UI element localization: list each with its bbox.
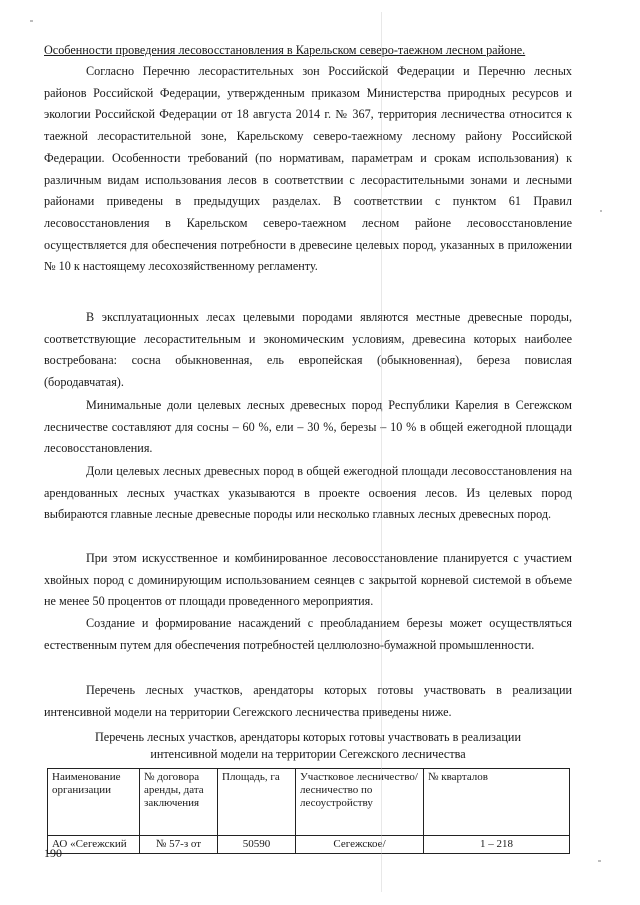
paragraph-zones: Согласно Перечню лесорастительных зон Российской Федерации и Перечню лесных районов Российской Федерации, утвержденным приказом Министерства природных ресурсов и экологии Российской Федерации от 18 августа 2014 г. № 367, территория лесничества относится к таежной лесорастительной зоне, Карельскому северо-таежному лесному району Российской Федерации. Особенности требований (по нормативам, параметрам и срокам использования) к различным видам использования лесов в соответствии с лесорастительными зонами и лесными районами приведены в предыдущих разделах. В соответствии с пунктом 61 Правил лесовосстановления в Карельском северо-таежном лесном районе лесовосстановление осуществляется для обеспечения потребности в древесине целевых пород, указанных в приложении № 10 к настоящему лесохозяйственному регламенту. [44,64,572,274]
header-organization: Наименование организации [48,769,140,836]
page-number: 190 [44,846,62,860]
cell-quarters: 1 – 218 [424,836,570,854]
paragraph-target-species: В эксплуатационных лесах целевыми породами являются местные древесные породы, соответствующие лесорастительным и экономическим условиям, древесина которых наиболее востребована: сосна обыкновенная, ель европейская (обыкновенная), береза повислая (бородавчатая). [44,310,572,390]
scan-fold-line [381,12,382,892]
table-header-row [48,769,570,836]
table-caption [44,729,572,763]
table-row [48,836,570,854]
paragraph-minimum-shares: Минимальные доли целевых лесных древесных пород Республики Карелия в Сегежском лесничестве составляют для сосны – 60 %, ели – 30 %, березы – 10 % в общей ежегодной площади лесовосстановления. [44,398,572,456]
header-forestry: Участковое лесничество/ лесничество по лесоустройству [296,769,424,836]
section-heading: Особенности проведения лесовосстановления в Карельском северо-таежном лесном районе. [44,43,526,57]
cell-contract: № 57-з от [140,836,218,854]
scan-speck [30,20,33,22]
paragraph-birch: Создание и формирование насаждений с преобладанием березы может осуществляться естественным путем для обеспечения потребностей целлюлозно-бумажной промышленности. [44,616,572,652]
scan-speck [600,210,602,212]
cell-area: 50590 [218,836,296,854]
cell-forestry: Сегежское/ [296,836,424,854]
paragraph-conifers: При этом искусственное и комбинированное лесовосстановление планируется с участием хвойных пород с доминирующим использованием сеянцев с закрытой корневой системой в объеме не менее 50 процентов от площади проведенного мероприятия. [44,551,572,609]
leases-table [47,768,570,854]
scan-speck [598,860,601,862]
header-quarters: № кварталов [424,769,570,836]
table-caption-line-2: интенсивной модели на территории Сегежского лесничества [150,747,466,761]
paragraph-leased-plots: Доли целевых лесных древесных пород в общей ежегодной площади лесовосстановления на арендованных лесных участках указываются в проекте освоения лесов. Из целевых пород выбираются главные лесные древесные породы или несколько главных лесных древесных пород. [44,464,572,522]
cell-organization: АО «Сегежский [48,836,140,854]
header-contract: № договора аренды, дата заключения [140,769,218,836]
paragraph-list-intro: Перечень лесных участков, арендаторы которых готовы участвовать в реализации интенсивной модели на территории Сегежского лесничества приведены ниже. [44,683,572,719]
table-caption-line-1: Перечень лесных участков, арендаторы которых готовы участвовать в реализации [95,730,521,744]
header-area: Площадь, га [218,769,296,836]
